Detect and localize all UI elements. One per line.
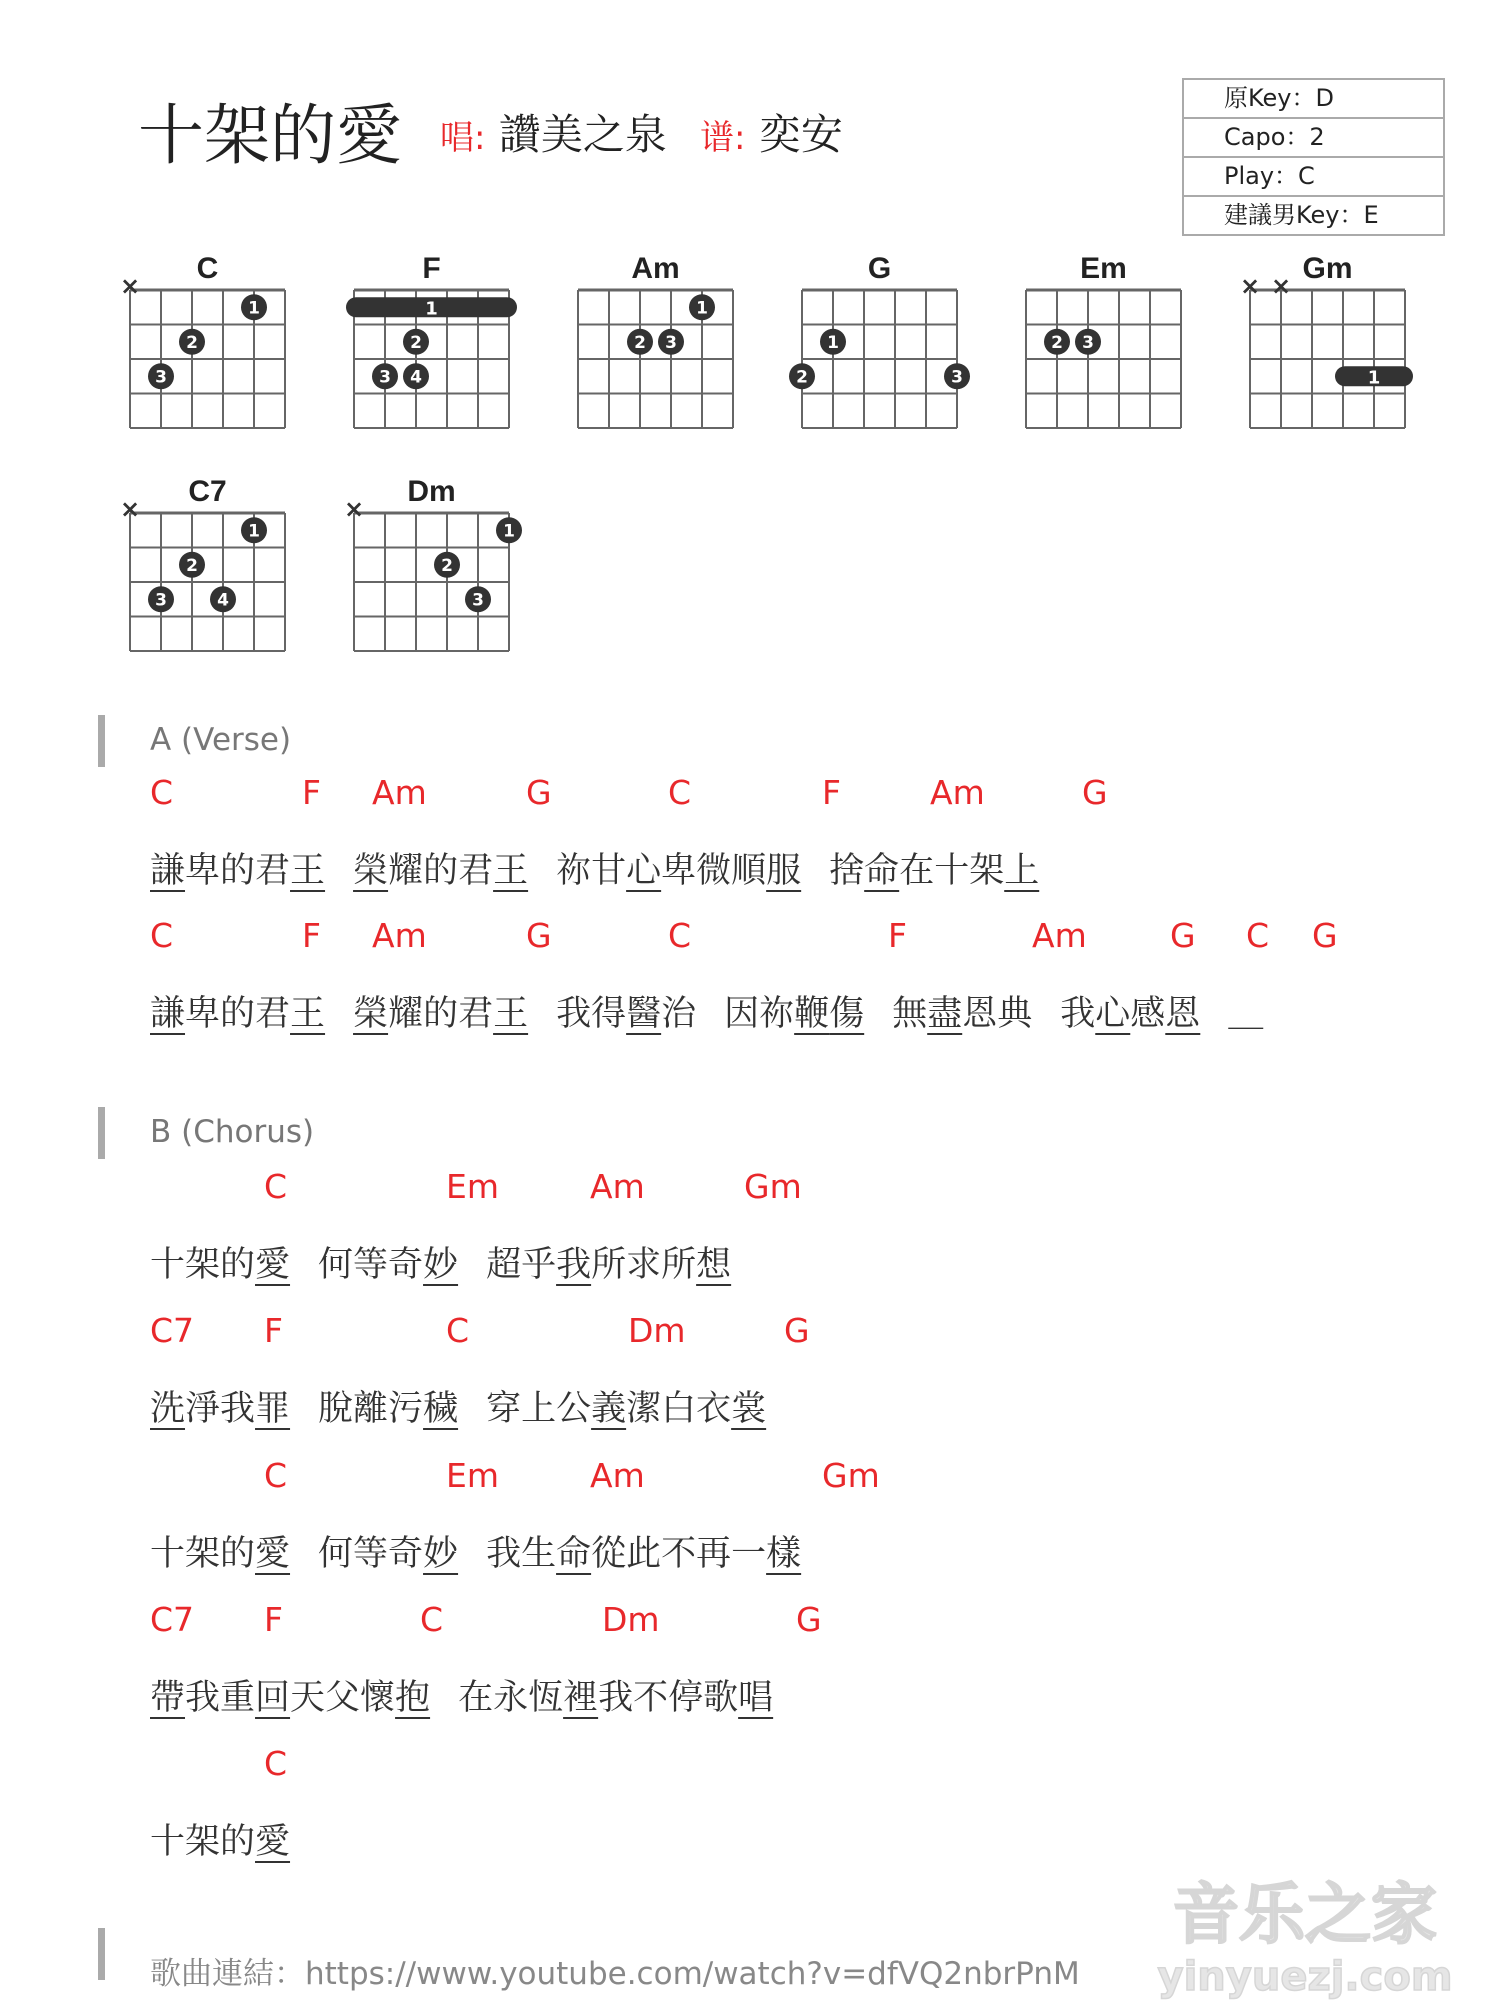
lyric-segment: 裡	[563, 1678, 599, 1718]
lyric-segment: 妙	[423, 1245, 459, 1285]
lyric-segment: 治	[661, 994, 697, 1034]
chord-symbol: Dm	[628, 1311, 686, 1350]
lyric-segment: 傷	[829, 994, 865, 1034]
lyric-segment: 因祢	[724, 994, 795, 1034]
lyric-segment: 義	[591, 1389, 627, 1429]
finger-number: 3	[951, 367, 963, 388]
finger-number: 3	[155, 590, 167, 611]
lyric-segment: 我	[556, 1245, 592, 1285]
chord-symbol: Am	[930, 773, 985, 812]
chord-symbol: G	[1312, 916, 1338, 955]
lyric-segment: 抱	[395, 1678, 431, 1718]
chorus-title: B (Chorus)	[150, 1114, 315, 1150]
chord-symbol: Am	[372, 773, 427, 812]
capo: Capo：2	[1184, 119, 1443, 158]
lyric-segment: 帶	[150, 1678, 186, 1718]
chord-symbol: Em	[446, 1456, 499, 1495]
link-section-bar	[98, 1928, 105, 1980]
original-key: 原Key：D	[1184, 80, 1443, 119]
chord-symbol: C	[150, 916, 174, 955]
lyric-segment: 穢	[423, 1389, 459, 1429]
lyric-segment: 十架的	[150, 1822, 256, 1862]
chord-symbol: Am	[590, 1456, 645, 1495]
lyric-segment: 十架的	[150, 1534, 256, 1574]
watermark-domain: yinyuezj.com	[1157, 1954, 1453, 2000]
lyric-segment: 王	[290, 851, 326, 891]
lyric-segment: 命	[556, 1534, 592, 1574]
chord-symbol: Em	[446, 1167, 499, 1206]
chord-row	[150, 916, 1450, 956]
lyric-segment: 愛	[255, 1245, 291, 1285]
lyric-segment: 我	[1060, 994, 1096, 1034]
lyric-segment: 服	[766, 851, 802, 891]
lyric-segment: 卑的君	[185, 851, 291, 891]
muted-string-mark: ×	[1270, 272, 1292, 300]
chord-symbol: G	[1170, 916, 1196, 955]
finger-number: 4	[217, 590, 229, 611]
chord-name-em: Em	[1080, 252, 1127, 285]
lyric-segment: 所求所	[591, 1245, 697, 1285]
lyric-segment: 潔白衣	[626, 1389, 732, 1429]
lyric-line	[150, 1381, 766, 1431]
chord-symbol: G	[796, 1600, 822, 1639]
chord-diagram-f	[334, 280, 529, 438]
lyric-segment: 妙	[423, 1534, 459, 1574]
lyric-segment: 我重	[185, 1678, 256, 1718]
chord-symbol: Gm	[822, 1456, 880, 1495]
lyric-segment: 無	[892, 994, 928, 1034]
chord-name-f: F	[422, 252, 441, 285]
lyric-segment: 卑微順	[661, 851, 767, 891]
lyric-segment: 天父懷	[290, 1678, 396, 1718]
lyric-segment: 洗	[150, 1389, 186, 1429]
finger-number: 2	[186, 332, 198, 353]
lyric-segment: 唱	[738, 1678, 774, 1718]
finger-number: 3	[665, 332, 677, 353]
chord-symbol: F	[302, 773, 321, 812]
muted-string-mark: ×	[1239, 272, 1261, 300]
finger-number: 3	[472, 590, 484, 611]
chord-name-c7: C7	[188, 475, 227, 508]
chord-diagram-c	[110, 272, 305, 438]
arranger-credit	[700, 102, 843, 162]
chord-symbol: C	[668, 916, 692, 955]
lyric-segment: 裳	[731, 1389, 767, 1429]
chord-symbol: G	[526, 773, 552, 812]
chord-symbol: G	[1082, 773, 1108, 812]
finger-number: 3	[1082, 332, 1094, 353]
arranger-label: 谱:	[700, 118, 746, 158]
lyric-line	[150, 843, 1039, 893]
lyric-segment: 何等奇	[318, 1245, 424, 1285]
lyric-segment: 穿上公	[486, 1389, 592, 1429]
finger-number: 2	[1051, 332, 1063, 353]
chord-symbol: Am	[1032, 916, 1087, 955]
lyric-segment: 卑的君	[185, 994, 291, 1034]
lyric-segment: 恩	[1165, 994, 1201, 1034]
song-link[interactable]: 歌曲連結：https://www.youtube.com/watch?v=dfVQ2nbrPnM	[150, 1956, 1080, 1992]
finger-number: 1	[248, 521, 260, 542]
singer-name: 讚美之泉	[498, 110, 667, 159]
lyric-segment: 感	[1130, 994, 1166, 1034]
chord-symbol: G	[784, 1311, 810, 1350]
chord-diagram-dm	[334, 495, 529, 661]
lyric-segment: 榮	[353, 851, 389, 891]
lyric-line	[150, 1814, 290, 1864]
chord-row	[150, 1167, 1450, 1207]
barre-finger: 1	[1367, 367, 1381, 389]
finger-number: 4	[410, 367, 422, 388]
lyric-line	[150, 1237, 731, 1287]
lyric-segment: 王	[493, 851, 529, 891]
muted-string-mark: ×	[343, 495, 365, 523]
lyric-segment: 脫離污	[318, 1389, 424, 1429]
finger-number: 3	[379, 367, 391, 388]
chord-diagram-gm	[1230, 272, 1425, 438]
lyric-segment: 王	[290, 994, 326, 1034]
singer-label: 唱:	[440, 118, 486, 158]
lyric-segment: 回	[255, 1678, 291, 1718]
muted-string-mark: ×	[119, 272, 141, 300]
chord-name-am: Am	[631, 252, 680, 285]
chord-diagram-am	[558, 280, 753, 438]
lyric-segment: 罪	[255, 1389, 291, 1429]
chord-row	[150, 1311, 1450, 1351]
chord-symbol: F	[264, 1311, 283, 1350]
chord-name-dm: Dm	[407, 475, 456, 508]
lyric-segment: 樣	[766, 1534, 802, 1574]
chord-symbol: Am	[372, 916, 427, 955]
lyric-segment: 謙	[150, 994, 186, 1034]
chorus-section-bar	[98, 1107, 105, 1159]
lyric-segment: 捨	[829, 851, 865, 891]
lyric-segment: 心	[626, 851, 662, 891]
chord-symbol: F	[888, 916, 907, 955]
chord-row	[150, 1744, 1450, 1784]
lyric-segment: 恩典	[962, 994, 1033, 1034]
lyric-line	[150, 986, 1263, 1036]
lyric-segment: 王	[493, 994, 529, 1034]
lyric-segment: 醫	[626, 994, 662, 1034]
finger-number: 2	[186, 555, 198, 576]
lyric-segment: 愛	[255, 1534, 291, 1574]
chord-symbol: F	[264, 1600, 283, 1639]
lyric-segment: 十架的	[150, 1245, 256, 1285]
lyric-segment: 我得	[556, 994, 627, 1034]
chord-symbol: C	[264, 1167, 288, 1206]
finger-number: 2	[410, 332, 422, 353]
lyric-segment: 耀的君	[388, 851, 494, 891]
chord-symbol: Am	[590, 1167, 645, 1206]
watermark-logo	[1130, 1875, 1480, 2000]
chord-name-c: C	[196, 252, 219, 285]
lyric-segment: 命	[864, 851, 900, 891]
lyric-segment: 從此不再一	[591, 1534, 767, 1574]
chord-row	[150, 1600, 1450, 1640]
watermark-text: 音乐之家	[1173, 1876, 1437, 1953]
key-info-box	[1182, 78, 1445, 236]
verse-section-bar	[98, 715, 105, 767]
lyric-segment: 愛	[255, 1822, 291, 1862]
chord-symbol: C	[446, 1311, 470, 1350]
chord-row	[150, 773, 1450, 813]
muted-string-mark: ×	[119, 495, 141, 523]
barre-finger: 1	[425, 298, 438, 320]
chord-symbol: C	[264, 1744, 288, 1783]
finger-number: 2	[796, 367, 808, 388]
chord-diagram-c7	[110, 495, 305, 661]
arranger-name: 奕安	[758, 110, 843, 159]
chord-name-g: G	[867, 252, 892, 285]
lyric-segment: 我生	[486, 1534, 557, 1574]
verse-title: A (Verse)	[150, 722, 292, 758]
lyric-segment: 謙	[150, 851, 186, 891]
lyric-segment: 超乎	[486, 1245, 557, 1285]
finger-number: 1	[827, 332, 839, 353]
chord-symbol: Gm	[744, 1167, 802, 1206]
chord-symbol: C7	[150, 1600, 195, 1639]
suggested-male-key: 建議男Key：E	[1224, 201, 1379, 229]
chord-symbol: F	[822, 773, 841, 812]
chord-symbol: C	[264, 1456, 288, 1495]
lyric-line	[150, 1526, 801, 1576]
lyric-segment: 上	[1004, 851, 1040, 891]
chord-name-gm: Gm	[1302, 252, 1353, 285]
lyric-segment: 祢甘	[556, 851, 627, 891]
lyric-segment: 在十架	[899, 851, 1005, 891]
lyric-segment: 在永恆	[458, 1678, 564, 1718]
chord-symbol: C	[1246, 916, 1270, 955]
lyric-segment: 耀的君	[388, 994, 494, 1034]
finger-number: 2	[634, 332, 646, 353]
lyric-segment: 我不停歌	[598, 1678, 739, 1718]
song-title: 十架的愛	[138, 97, 402, 174]
chord-symbol: F	[302, 916, 321, 955]
lyric-segment: 想	[696, 1245, 732, 1285]
singer-credit	[440, 102, 667, 162]
chord-symbol: Dm	[602, 1600, 660, 1639]
lyric-segment: 心	[1095, 994, 1131, 1034]
finger-number: 1	[696, 298, 708, 319]
lyric-segment: 盡	[927, 994, 963, 1034]
finger-number: 1	[248, 298, 260, 319]
chord-diagram-g	[782, 280, 977, 438]
lyric-segment: 何等奇	[318, 1534, 424, 1574]
finger-number: 2	[441, 555, 453, 576]
chord-diagram-em	[1006, 280, 1201, 438]
chord-symbol: C	[420, 1600, 444, 1639]
play-key: Play：C	[1184, 158, 1443, 197]
lyric-segment: 淨我	[185, 1389, 256, 1429]
lyric-line	[150, 1670, 773, 1720]
chord-symbol: G	[526, 916, 552, 955]
chord-symbol: C7	[150, 1311, 195, 1350]
chord-row	[150, 1456, 1450, 1496]
lyric-segment: ＿	[1228, 994, 1264, 1034]
lyric-segment: 鞭	[794, 994, 830, 1034]
chord-symbol: C	[668, 773, 692, 812]
chord-symbol: C	[150, 773, 174, 812]
finger-number: 1	[503, 521, 515, 542]
finger-number: 3	[155, 367, 167, 388]
lyric-segment: 榮	[353, 994, 389, 1034]
